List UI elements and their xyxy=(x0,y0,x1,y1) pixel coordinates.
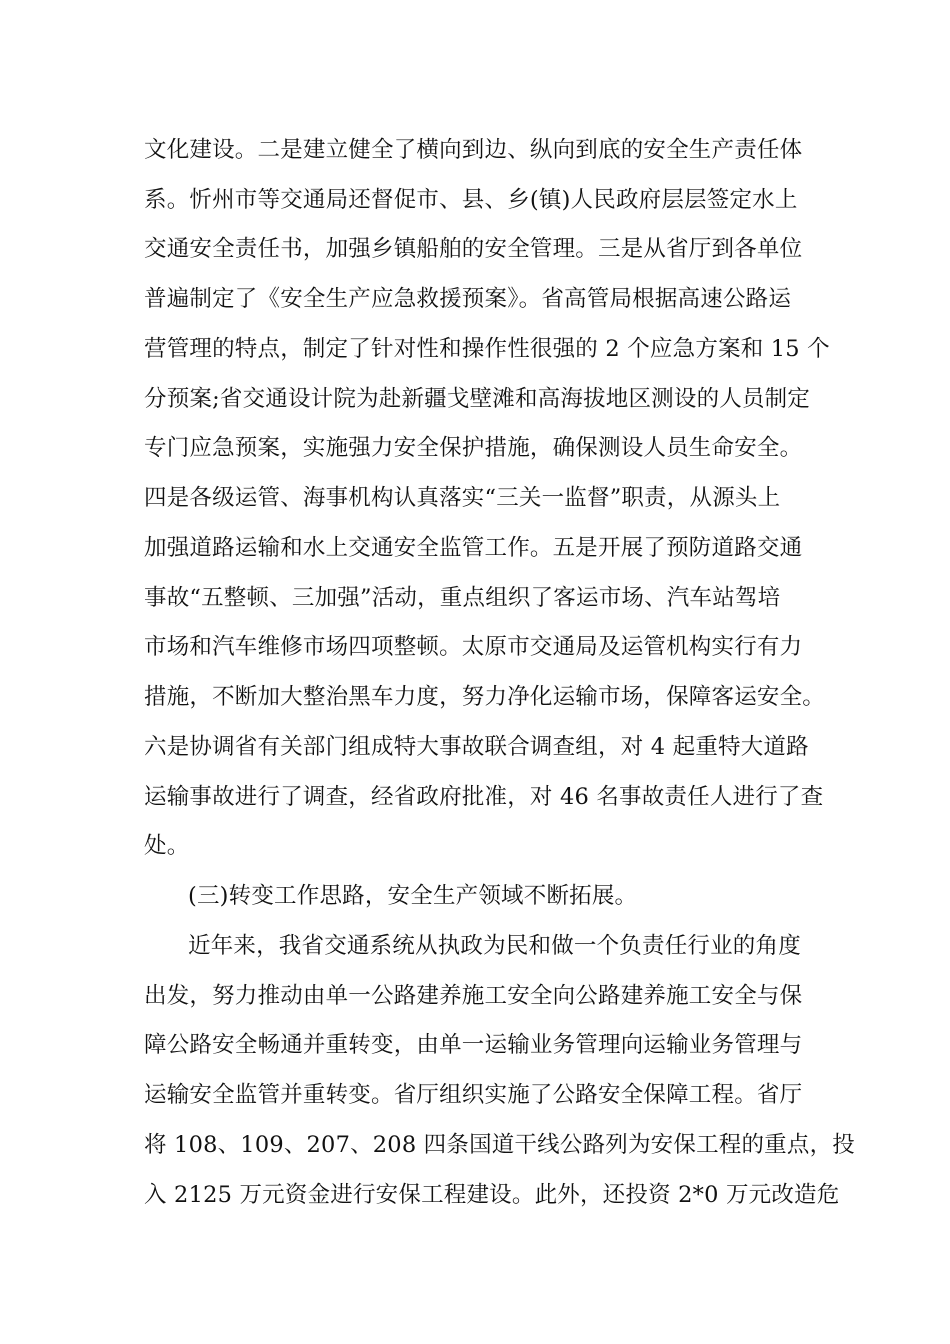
text-line-15: 处。 xyxy=(144,833,190,859)
text-line-7: 专门应急预案，实施强力安全保护措施，确保测设人员生命安全。 xyxy=(144,435,803,461)
text-line-5: 营管理的特点，制定了针对性和操作性很强的 2 个应急方案和 15 个 xyxy=(144,336,830,362)
text-line-18: 出发，努力推动由单一公路建养施工安全向公路建养施工安全与保 xyxy=(144,983,803,1009)
text-line-13: 六是协调省有关部门组成特大事故联合调查组，对 4 起重特大道路 xyxy=(144,734,809,760)
text-line-20: 运输安全监管并重转变。省厅组织实施了公路安全保障工程。省厅 xyxy=(144,1082,803,1108)
text-line-12: 措施，不断加大整治黑车力度，努力净化运输市场，保障客运安全。 xyxy=(144,684,826,710)
text-line-22: 入 2125 万元资金进行安保工程建设。此外，还投资 2*0 万元改造危 xyxy=(144,1182,840,1208)
text-line-3: 交通安全责任书，加强乡镇船舶的安全管理。三是从省厅到各单位 xyxy=(144,236,803,262)
text-line-11: 市场和汽车维修市场四项整顿。太原市交通局及运管机构实行有力 xyxy=(144,634,803,660)
text-line-9: 加强道路运输和水上交通安全监管工作。五是开展了预防道路交通 xyxy=(144,535,803,561)
text-line-21: 将 108、109、207、208 四条国道干线公路列为安保工程的重点，投 xyxy=(144,1132,855,1158)
text-line-8: 四是各级运管、海事机构认真落实“三关一监督”职责，从源头上 xyxy=(144,485,781,511)
text-line-14: 运输事故进行了调查，经省政府批准，对 46 名事故责任人进行了查 xyxy=(144,784,824,810)
text-line-1: 文化建设。二是建立健全了横向到边、纵向到底的安全生产责任体 xyxy=(144,137,803,163)
text-line-2: 系。忻州市等交通局还督促市、县、乡(镇)人民政府层层签定水上 xyxy=(144,187,798,213)
text-line-17: 近年来，我省交通系统从执政为民和做一个负责任行业的角度 xyxy=(188,933,801,959)
text-line-19: 障公路安全畅通并重转变，由单一运输业务管理向运输业务管理与 xyxy=(144,1032,803,1058)
text-line-4: 普遍制定了《安全生产应急救援预案》。省高管局根据高速公路运 xyxy=(144,286,792,312)
section-heading: (三)转变工作思路，安全生产领域不断拓展。 xyxy=(188,883,638,909)
text-line-10: 事故“五整顿、三加强”活动，重点组织了客运市场、汽车站驾培 xyxy=(144,585,781,611)
text-line-6: 分预案;省交通设计院为赴新疆戈壁滩和高海拔地区测设的人员制定 xyxy=(144,386,811,412)
